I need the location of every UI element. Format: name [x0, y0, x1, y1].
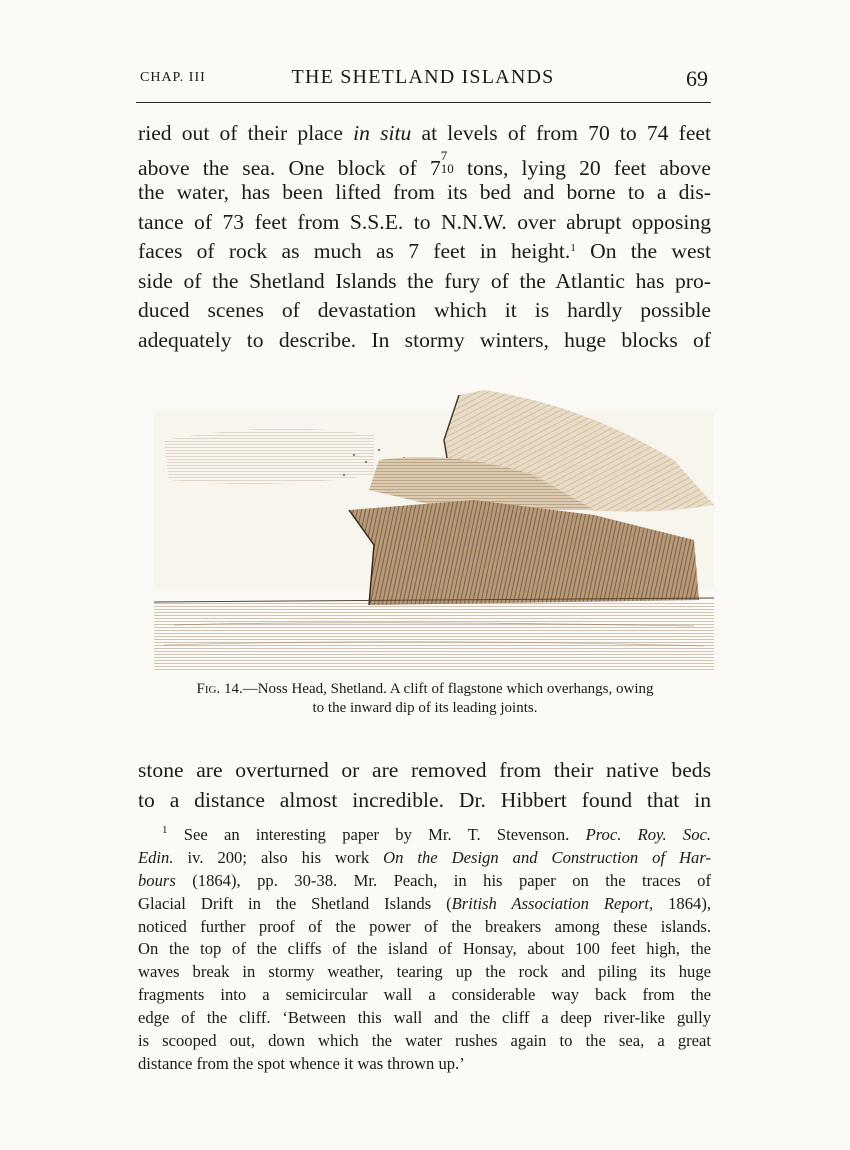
fraction: 7 10: [440, 147, 454, 176]
text-line: side of the Shetland Islands the fury of the Atlantic has pro-: [138, 268, 711, 293]
text-line: faces of rock as much as 7 feet in height.$^1$ On the west: [138, 239, 711, 263]
header-rule: [136, 102, 711, 103]
page-title: THE SHETLAND ISLANDS: [291, 66, 555, 88]
text-line: to a distance almost incredible. Dr. Hibbert found that in: [138, 787, 711, 812]
body-paragraph-top: [138, 119, 711, 355]
footnote-line: Glacial Drift in the Shetland Islands (British Association Report, 1864),: [138, 893, 711, 913]
footnote-line: fragments into a semicircular wall a considerable way back from the: [138, 985, 711, 1005]
running-head: [136, 66, 710, 96]
text-line: ried out of their place in situ at levels of from 70 to 74 feet: [138, 121, 712, 145]
figure-caption: [140, 680, 710, 718]
cliff-illustration: [154, 380, 714, 670]
caption-line: Fig. 14.—Noss Head, Shetland. A clift of flagstone which overhangs, owing: [196, 681, 654, 697]
engraving-noss-head: [154, 380, 714, 670]
text-line: stone are overturned or are removed from their native beds: [138, 758, 711, 782]
text-line: adequately to describe. In stormy winters, huge blocks of: [138, 327, 711, 352]
chapter-label: CHAP. III: [140, 70, 206, 85]
footnote-line: edge of the cliff. ‘Between this wall and the cliff a deep river-like gully: [138, 1008, 711, 1028]
footnote-marker: 1: [162, 824, 168, 836]
footnote: [138, 824, 711, 1076]
text-line: the water, has been lifted from its bed and borne to a dis-: [138, 180, 711, 204]
text-line: duced scenes of devastation which it is hardly possible: [138, 298, 711, 322]
text-line: tance of 73 feet from S.S.E. to N.N.W. over abrupt opposing: [138, 209, 711, 234]
footnote-line: Edin. iv. 200; also his work On the Design and Construction of Har-: [138, 847, 711, 867]
caption-line: to the inward dip of its leading joints.: [312, 700, 538, 716]
footnote-line: On the top of the cliffs of the island of Honsay, about 100 feet high, the: [138, 939, 711, 959]
footnote-line: bours (1864), pp. 30-38. Mr. Peach, in his paper on the traces of: [138, 870, 711, 890]
footnote-reference: 1: [570, 242, 576, 254]
footnote-line: noticed further proof of the power of the breakers among these islands.: [138, 916, 711, 936]
text-line: above the sea. One block of 7 7 10 tons, lying 20 feet above: [138, 147, 711, 180]
footnote-line: distance from the spot whence it was thrown up.’: [138, 1053, 465, 1073]
figure-label: Fig. 14.: [196, 681, 243, 697]
footnote-line: $^1$ See an interesting paper by Mr. T. Stevenson. Proc. Roy. Soc.: [162, 824, 711, 844]
footnote-line: waves break in stormy weather, tearing up the rock and piling its huge: [138, 962, 711, 982]
body-paragraph-bottom: [138, 756, 711, 815]
page-number: 69: [686, 66, 708, 91]
footnote-line: is scooped out, down which the water rushes again to the sea, a great: [138, 1031, 711, 1051]
